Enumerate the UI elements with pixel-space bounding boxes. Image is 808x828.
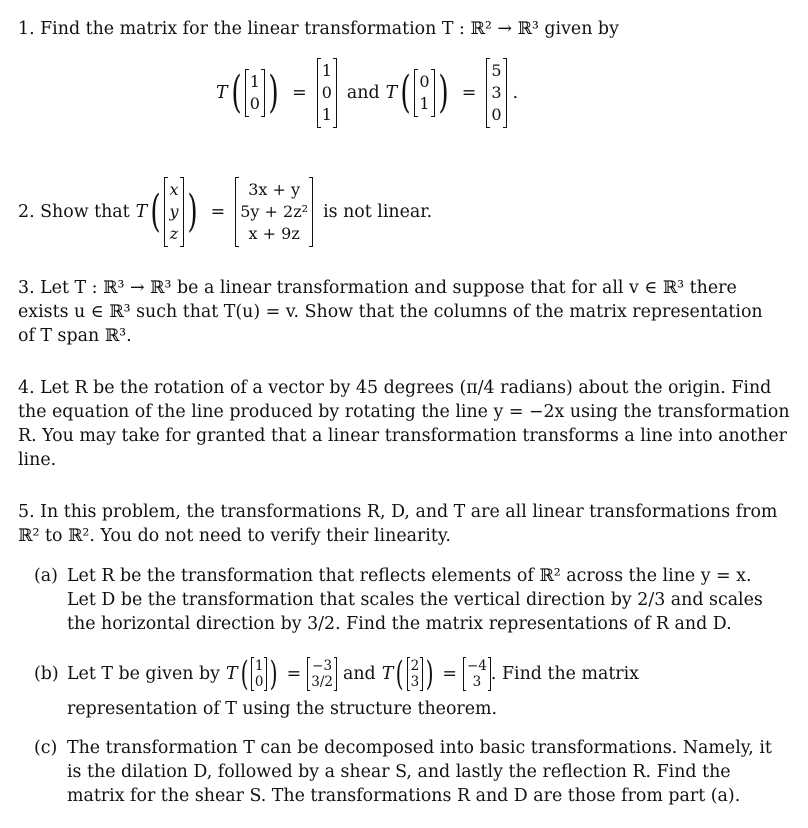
part-a-label: (a) bbox=[34, 566, 58, 586]
problem-5-text: 5. In this problem, the transformations R, D, and T are all linear transformations from ℝ² to ℝ². You do not need to verify their linearity. bbox=[18, 502, 778, 546]
matrix-e1: 1 0 bbox=[245, 70, 265, 116]
part-c-label: (c) bbox=[34, 738, 58, 758]
output-vector: 3x + y 5y + 2z² x + 9z bbox=[235, 178, 313, 246]
part-a-text: Let R be the transformation that reflects elements of ℝ² across the line y = x. Let D be the transformation that scales the vertical direction by 2/3 and scales the horizontal direction by 3/2. Find the matrix representations of R and D. bbox=[67, 566, 763, 634]
function-symbol: T bbox=[216, 83, 228, 103]
result-b2: −4 3 bbox=[463, 658, 491, 690]
part-b-label: (b) bbox=[34, 664, 59, 684]
matrix-e2: 0 1 bbox=[414, 70, 434, 116]
part-b-line2: representation of T using the structure theorem. bbox=[67, 699, 498, 719]
part-c-text: The transformation T can be decomposed into basic transformations. Namely, it is the dilation D, followed by a shear S, and lastly the reflection R. Find the matrix for the shear S. The transformations R and D are those from part (a). bbox=[67, 738, 772, 806]
problem-4-text: 4. Let R be the rotation of a vector by 45 degrees (π/4 radians) about the origin. Find the equation of the line produced by rotating the line y = −2x using the transformation R. You may take for granted that a linear transformation transforms a line into another line. bbox=[18, 378, 790, 470]
part-b-equation: Let T be given by T ( 1 0 ) = −3 3/2 and T ( 2 3 ) = −4 3 . Find the matrix bbox=[67, 654, 639, 694]
vector-b2: 2 3 bbox=[407, 658, 424, 690]
input-vector: x y z bbox=[164, 178, 183, 246]
vector-b1: 1 0 bbox=[251, 658, 268, 690]
matrix-t-e1: 1 0 1 bbox=[317, 59, 337, 127]
problem-3-text: 3. Let T : ℝ³ → ℝ³ be a linear transformation and suppose that for all v ∈ ℝ³ there exists u ∈ ℝ³ such that T(u) = v. Show that the columns of the matrix representation of T span ℝ³. bbox=[18, 278, 763, 346]
problem-1-text: 1. Find the matrix for the linear transformation T : ℝ² → ℝ³ given by bbox=[18, 19, 619, 39]
result-b1: −3 3/2 bbox=[307, 658, 337, 690]
problem-2-lead: 2. Show that bbox=[18, 202, 130, 222]
problem-1-equation: T ( 1 0 ) = 1 0 1 and T ( 0 1 ) = 5 3 0 . bbox=[216, 56, 518, 130]
open-paren: ( bbox=[231, 67, 242, 118]
close-paren: ) bbox=[268, 67, 279, 118]
matrix-t-e2: 5 3 0 bbox=[486, 59, 506, 127]
problem-2-equation: 2. Show that T ( x y z ) = 3x + y 5y + 2z² x + 9z is not linear. bbox=[18, 174, 432, 250]
